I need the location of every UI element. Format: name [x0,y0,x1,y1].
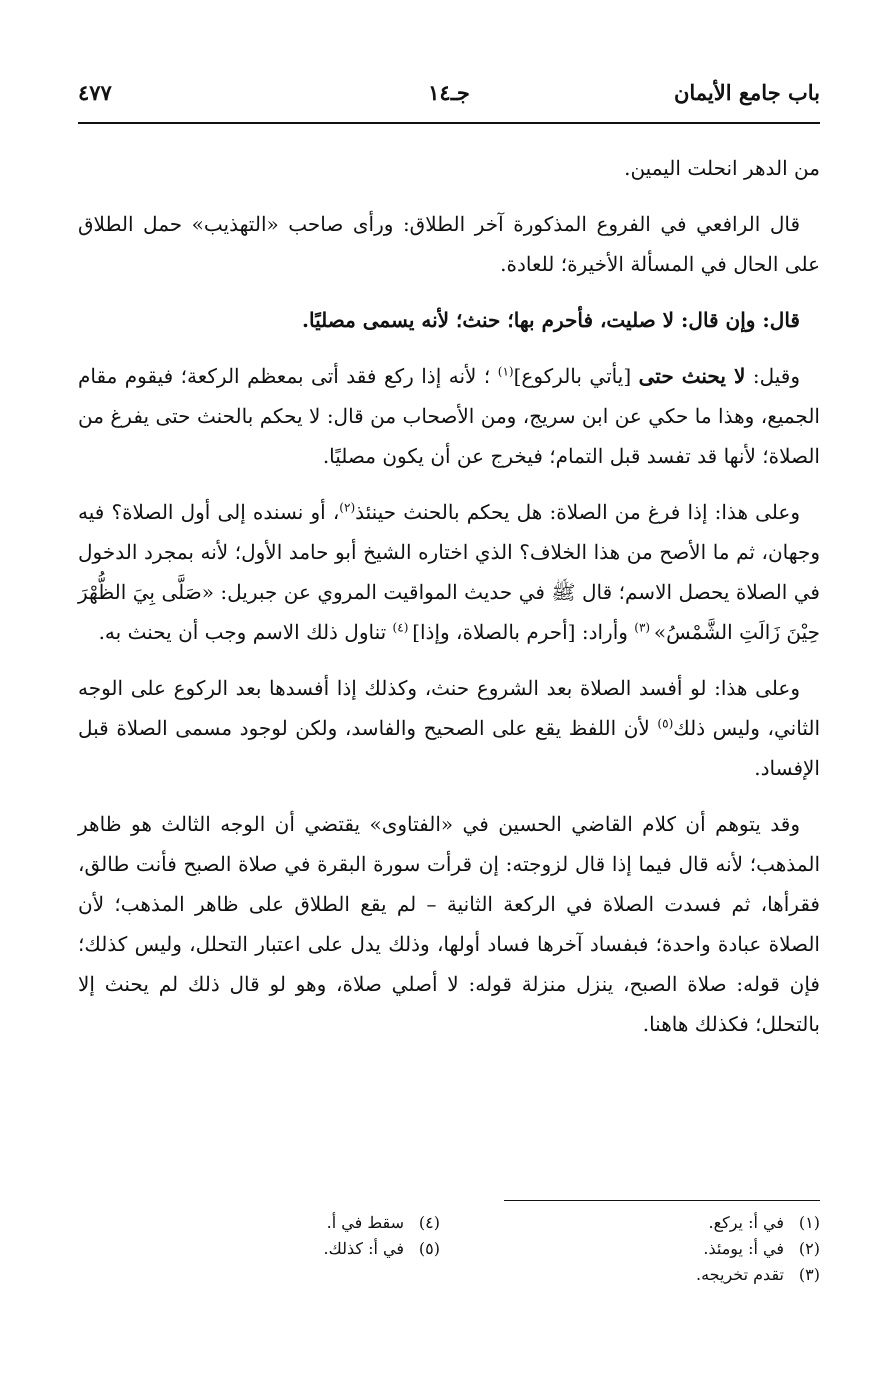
paragraph-text: تناول ذلك الاسم وجب أن يحنث به. [98,620,393,644]
footnote-text: في أ: يركع. [708,1213,784,1232]
footnote-text: في أ: كذلك. [323,1239,404,1258]
bold-text: لا يحنث حتى [638,364,746,388]
footnote-item [490,1236,820,1262]
paragraph-text: لأن اللفظ يقع على الصحيح والفاسد، ولكن لوجود مسمى الصلاة قبل الإفساد. [78,716,820,780]
footnotes-left-column [110,1210,440,1262]
page-header [78,80,820,120]
footnote-number: (٤) [418,1213,440,1232]
paragraph-text: ؛ لأنه إذا ركع فقد أتى بمعظم الركعة؛ فيقوم مقام الجميع، وهذا ما حكي عن ابن سريج، ومن الأصحاب من قال: لا يحكم بالحنث حتى يفرغ من الصلاة؛ لأنها قد تفسد قبل التمام؛ فيخرج عن أن يكون مصليًا. [78,364,820,468]
footnote-marker: (١) [497,364,514,379]
paragraph-text: قال الرافعي في الفروع المذكورة آخر الطلاق: ورأى صاحب «التهذيب» حمل الطلاق على الحال في المسألة الأخيرة؛ للعادة. [78,212,820,276]
footnote-number: (٥) [418,1239,440,1258]
footnote-marker: (٤) [392,620,413,635]
footnote-number: (٣) [798,1265,820,1284]
footnote-number: (١) [798,1213,820,1232]
footnote-number: (٢) [798,1239,820,1258]
page-number: ٤٧٧ [78,80,112,105]
paragraph [78,148,820,188]
volume-number: جـ١٤ [428,80,470,105]
paragraph [78,204,820,284]
body-text [78,148,820,1060]
footnote-marker: (٥) [657,716,674,731]
footnote-item [110,1236,440,1262]
paragraph [78,668,820,788]
footnote-text: سقط في أ. [326,1213,404,1232]
paragraph-text: وقد يتوهم أن كلام القاضي الحسين في «الفتاوى» يقتضي أن الوجه الثالث هو ظاهر المذهب؛ لأنه قال فيما إذا قال لزوجته: إن قرأت سورة البقرة في صلاة الصبح فأنت طالق، فقرأها، ثم فسدت الصلاة في الركعة الثانية – لم يقع الطلاق على ظاهر المذهب؛ لأن الصلاة عبادة واحدة؛ فبفساد آخرها فساد أولها، وذلك يدل على اعتبار التحلل، وليس كذلك؛ فإن قوله: صلاة الصبح، ينزل منزلة قوله: لا أصلي صلاة، وهو لو قال ذلك لم يحنث إلا بالتحلل؛ فكذلك هاهنا. [78,812,820,1036]
paragraph-text: [يأتي بالركوع] [513,364,639,388]
paragraph [78,492,820,652]
footnote-item [110,1210,440,1236]
paragraph [78,804,820,1044]
book-page [78,0,820,1382]
paragraph-text: وعلى هذا: إذا فرغ من الصلاة: هل يحكم بالحنث حينئذ [355,500,801,524]
chapter-title: باب جامع الأيمان [673,80,820,105]
paragraph-text: من الدهر انحلت اليمين. [624,156,820,180]
footnotes-right-column [490,1210,820,1288]
footnote-divider [504,1200,820,1201]
header-divider [78,122,820,124]
footnote-marker: (٣) [634,620,654,635]
bold-text: قال: وإن قال: لا صليت، فأحرم بها؛ حنث؛ لأنه يسمى مصليًا. [302,308,800,332]
paragraph-text: ، أو نسنده إلى أول الصلاة؟ فيه وجهان، ثم ما الأصح من هذا الخلاف؟ الذي اختاره الشيخ أبو حامد الأول؛ لأنه بمجرد الدخول في الصلاة يحصل الاسم؛ قال ﷺ في حديث المواقيت المروي عن جبريل: «صَلَّى بِيَ الظُّهْرَ حِيْنَ زَالَتِ الشَّمْسُ» [78,500,820,644]
paragraph-text: وعلى هذا: لو أفسد الصلاة بعد الشروع حنث، وكذلك إذا أفسدها بعد الركوع على الوجه الثاني، وليس ذلك [78,676,821,740]
paragraph-text: وأراد: [أحرم بالصلاة، وإذا] [412,620,635,644]
footnote-item [490,1210,820,1236]
paragraph [78,356,820,476]
paragraph-text: وقيل: [745,364,801,388]
paragraph [78,300,820,340]
footnote-text: في أ: يومئذ. [703,1239,784,1258]
footnote-item [490,1262,820,1288]
footnote-text: تقدم تخريجه. [696,1265,784,1284]
footnote-marker: (٢) [339,500,356,515]
